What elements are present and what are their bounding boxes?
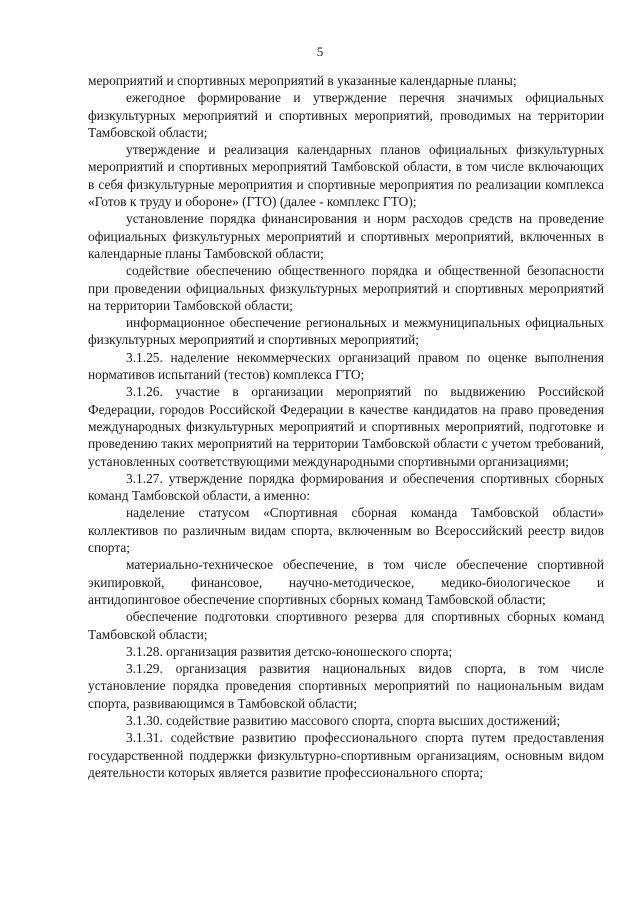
paragraph: 3.1.30. содействие развитию массового спорта, спорта высших достижений; — [126, 712, 561, 728]
paragraph: установление порядка финансирования и норм расходов средств на проведение официальных физкультурных мероприятий и спортивных мероприятий, включенных в календарные планы Тамбовской области; — [88, 211, 604, 261]
paragraph: 3.1.28. организация развития детско-юношеского спорта; — [126, 643, 453, 659]
paragraph: 3.1.31. содействие развитию профессионального спорта путем предоставления государственной поддержки физкультурно-спортивным организациям, основным видом деятельности которых является развитие профессионального спорта; — [88, 730, 604, 780]
paragraph: ежегодное формирование и утверждение перечня значимых официальных физкультурных мероприятий и спортивных мероприятий, проводимых на территории Тамбовской области; — [88, 90, 604, 140]
paragraph: 3.1.29. организация развития национальных видов спорта, в том числе установление порядка проведения спортивных мероприятий по национальным видам спорта, развивающимся в Тамбовской области; — [88, 661, 604, 711]
paragraph: утверждение и реализация календарных планов официальных физкультурных мероприятий и спортивных мероприятий Тамбовской области, в том числе включающих в себя физкультурные мероприятия и спортивные мероприятия по реализации комплекса «Готов к труду и обороне» (ГТО) (далее - комплекс ГТО); — [88, 142, 604, 210]
page-number: 5 — [316, 44, 324, 59]
document-body — [88, 72, 604, 781]
paragraph: информационное обеспечение региональных и межмуниципальных официальных физкультурных мероприятий и спортивных мероприятий; — [88, 315, 604, 348]
paragraph: содействие обеспечению общественного порядка и общественной безопасности при проведении официальных физкультурных мероприятий и спортивных мероприятий на территории Тамбовской области; — [88, 263, 604, 313]
paragraph: 3.1.27. утверждение порядка формирования и обеспечения спортивных сборных команд Тамбовской области, а именно: — [88, 470, 604, 504]
paragraph: материально-техническое обеспечение, в том числе обеспечение спортивной экипировкой, финансовое, научно-методическое, медико-биологическое и антидопинговое обеспечение спортивных сборных команд Тамбовской области; — [88, 557, 604, 607]
paragraph: наделение статусом «Спортивная сборная команда Тамбовской области» коллективов по различным видам спорта, включенным во Всероссийский реестр видов спорта; — [88, 505, 604, 556]
paragraph: мероприятий и спортивных мероприятий в указанные календарные планы; — [88, 73, 517, 88]
paragraph: 3.1.25. наделение некоммерческих организаций правом по оценке выполнения нормативов испытаний (тестов) комплекса ГТО; — [88, 349, 604, 383]
paragraph: 3.1.26. участие в организации мероприятий по выдвижению Российской Федерации, городов Российской Федерации в качестве кандидатов на право проведения международных физкультурных мероприятий и спортивных мероприятий, подготовке и проведению таких мероприятий на территории Тамбовской области с учетом требований, установленных соответствующими международными спортивными организациями; — [88, 384, 604, 469]
paragraph: обеспечение подготовки спортивного резерва для спортивных сборных команд Тамбовской области; — [88, 609, 604, 642]
